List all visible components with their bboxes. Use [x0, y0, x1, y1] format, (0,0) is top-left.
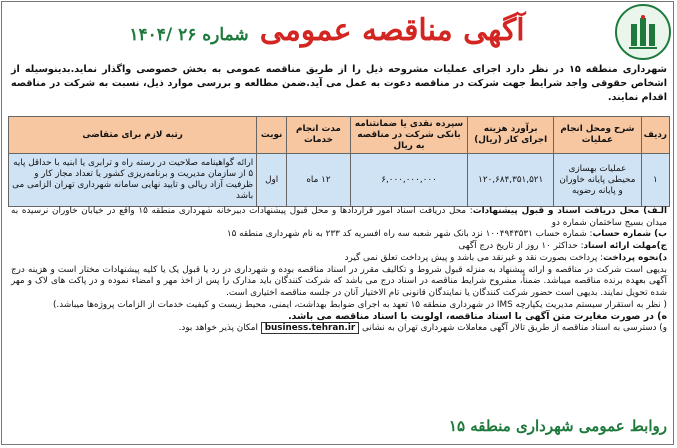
cell-deposit: ۶,۰۰۰,۰۰۰,۰۰۰ — [350, 154, 467, 207]
col-header-turn: نوبت — [257, 117, 287, 154]
section-d — [11, 253, 667, 265]
municipality-logo-icon — [615, 4, 671, 60]
section-c — [11, 241, 667, 253]
section-b-text: : شماره حساب ۱۰۰۴۹۴۳۵۳۱ نزد بانک شهر شعبه سه راه افسریه کد ۲۳۳ به نام شهرداری منطقه ۱۵ — [226, 229, 593, 240]
col-header-row: ردیف — [641, 117, 669, 154]
ad-number: شماره ۲۶ /۱۴۰۴ — [129, 25, 249, 45]
col-header-requirement: رتبه لازم برای متقاضی — [9, 117, 257, 154]
cell-estimate: ۱۲۰,۶۸۴,۳۵۱,۵۲۱ — [468, 154, 554, 207]
col-header-deposit: سپرده نقدی یا ضمانتنامه بانکی شرکت در مناقصه به ریال — [350, 117, 467, 154]
section-c-text: : حداکثر ۱۰ روز از تاریخ درج آگهی — [458, 241, 584, 252]
cell-duration: ۱۲ ماه — [287, 154, 351, 207]
general-terms: بدیهی است شرکت در مناقصه و ارائه پیشنهاد به منزله قبول شروط و تکالیف مقرر در اسناد مناقصه بوده و شهرداری در رد یا قبول یک یا کلیه پیشنهادات مختار است و هزینه درج آگهی بعهده برنده مناقصه میباشد. ضمناً، مشروح شرایط مناقصه در اسناد درج می باشد که شرکت کنندگان باید مدارک را پس از اخذ مهر و امضاء نموده و در پاکت های لاک و مهر شده تحویل نمایند. بدیهی است حضور شرکت کنندگان یا نمایندگان قانونی تام الاختیار آنان در جلسه مناقصه اختیاری است. — [11, 264, 667, 298]
section-a-text: : محل دریافت اسناد امور قراردادها و محل قبول پیشنهادات دبیرخانه شهرداری منطقه ۱۵ واقع در خیابان خاوران نرسیده به میدان بسیج ساختمان شماره دو — [11, 206, 667, 228]
section-b-label: ب) شماره حساب — [592, 229, 667, 240]
section-d-label: د)نحوه پرداخت — [603, 252, 667, 263]
col-header-estimate: برآورد هزینه اجرای کار (ریال) — [468, 117, 554, 154]
intro-paragraph — [11, 63, 667, 105]
section-v-text: و) دسترسی به اسناد مناقصه از طریق تالار آگهی معاملات شهرداری تهران به نشانی — [362, 323, 667, 334]
section-d-text: : پرداخت بصورت نقد و غیرنقد می باشد و پیش پرداخت تعلق نمی گیرد — [344, 252, 604, 263]
public-relations-signature: روابط عمومی شهرداری منطقه ۱۵ — [448, 417, 667, 435]
conditions-section — [11, 206, 667, 335]
ad-title — [47, 2, 607, 60]
col-header-desc: شرح ومحل انجام عملیات — [554, 117, 642, 154]
section-v-text-end: امکان پذیر خواهد بود. — [178, 323, 258, 334]
business-portal-link[interactable]: business.tehran.ir — [261, 322, 360, 334]
section-a-label: الـف) محل دریافت اسناد و قبول پیشنهادات — [472, 206, 667, 216]
cell-row: ۱ — [641, 154, 669, 207]
tehran-emblem-icon — [627, 14, 659, 50]
section-h: ه) در صورت مغایرت متن آگهی با اسناد مناقصه، اولویت با اسناد مناقصه می باشد. — [288, 311, 667, 323]
col-header-duration: مدت انجام خدمات — [287, 117, 351, 154]
cell-turn: اول — [257, 154, 287, 207]
ims-note: ( نظر به استقرار سیستم مدیریت یکپارچه IMS در شهرداری منطقه ۱۵ تعهد به اجرای ضوابط بهداشت، ایمنی، محیط زیست و کیفیت خدمات از الزامات پروژه‌ها میباشد.) — [52, 299, 667, 310]
section-c-label: ج)مهلت ارائه اسناد — [583, 241, 667, 252]
intro-org: شهرداری منطقه ۱۵ — [569, 64, 667, 75]
ad-title-text: آگهی مناقصه عمومی — [259, 13, 525, 48]
section-v — [11, 323, 667, 335]
section-b — [11, 229, 667, 241]
cell-requirement: ارائه گواهینامه صلاحیت در رسته راه و ترابری یا ابنیه با حداقل پایه ۵ از سازمان مدیریت و برنامه‌ریزی کشور یا تعداد مجاز کار و ظرفیت آزاد ریالی و تایید نهایی سامانه شهرداری تهران الزامی می باشد — [9, 154, 257, 207]
table-row — [9, 154, 670, 207]
cell-desc: عملیات بهسازی محیطی پایانه خاوران و پایانه رضویه — [554, 154, 642, 207]
table-header-row — [9, 117, 670, 154]
section-a — [11, 206, 667, 229]
tender-table — [8, 116, 670, 207]
intro-text: در نظر دارد اجرای عملیات مشروحه ذیل را از طریق مناقصه عمومی به بخش خصوصی واگذار نماید.بدینوسیله از اشخاص حقوقی واجد شرایط جهت شرکت در مناقصه دعوت به عمل می آید.ضمن مطالعه و بررسی موارد ذیل، نسبت به شرکت در مناقصه اقدام نمایند. — [11, 64, 667, 103]
